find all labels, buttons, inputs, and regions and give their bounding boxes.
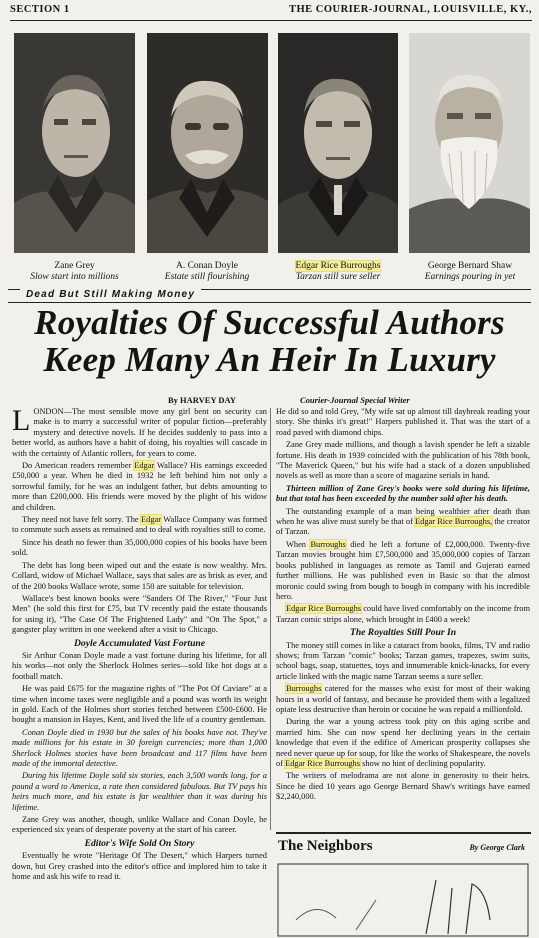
kicker-text: Dead But Still Making Money bbox=[20, 289, 201, 300]
comic-drawing bbox=[276, 860, 531, 938]
paragraph: The money still comes in like a cataract from books, films, TV and radio shows; from Tarzan "comic" books; Tarzan games, trapezes, swim suits, school bags, soap, statuettes, toys and innumerable knick-knacks, for every article linked with the magic name Tarzan seems a sure seller. bbox=[276, 640, 530, 681]
subhead: Editor's Wife Sold On Story bbox=[84, 837, 195, 849]
headline bbox=[8, 304, 531, 378]
paragraph: Eventually he wrote "Heritage Of The Desert," which Harpers turned down, but Grey crashed into the editor's office and implored him to take it home and ask his wife to read it. bbox=[12, 851, 267, 882]
paper-name: THE COURIER-JOURNAL, LOUISVILLE, KY., bbox=[288, 4, 532, 15]
paragraph: Sir Arthur Conan Doyle made a vast fortune during his lifetime, for all his works—not only the Sherlock Holmes series—sold like hot dogs at a football match. bbox=[12, 650, 267, 681]
paragraph: He was paid £675 for the magazine rights of "The Pot Of Caviare" at a time when income taxes were negligible and a pound was worth its weight in gold. Each of the Holmes short stories fetched between £500-£600. He bought a mansion in Hayes, Kent, and lived the life of a country gentleman. bbox=[12, 684, 267, 725]
photo-zane-grey bbox=[14, 33, 135, 253]
paragraph: When Burroughs died he left a fortune of £2,000,000. Twenty-five Tarzan movies brought him £7,500,000 and 35,000,000 copies of Tarzan books published in languages as remote as Tamil and Gujerati earned further millions. He was published even in Basic so that the almost moronic could swing from bough to bough in company with his incredible hero. bbox=[276, 539, 531, 601]
photo-caption: Estate still flourishing bbox=[164, 272, 250, 282]
paragraph: Wallace's best known books were "Sanders Of The River," "Four Just Men" (he sold this first for £75, but TV recently paid the estate thousands for using it), "The Case Of The Frightened Lady" and "On The Spot," a gangster play written in one weekend after a visit to Chicago. bbox=[12, 593, 267, 635]
paragraph: The debt has long been wiped out and the estate is now wealthy. Mrs. Collard, widow of Michael Wallace, says that sales are as brisk as ever, and of the 200 books Wallace wrote, some 150 are suitable for television. bbox=[12, 560, 267, 591]
byline-author: By HARVEY DAY bbox=[168, 395, 237, 405]
paragraph: Since his death no fewer than 35,000,000 copies of his books have been sold. bbox=[12, 537, 267, 558]
subhead: Doyle Accumulated Vast Fortune bbox=[73, 637, 206, 649]
paragraph-italic: Thirteen million of Zane Grey's books were sold during his lifetime, but that total has been exceeded by the number sold after his death. bbox=[276, 483, 530, 504]
caption-conan-doyle bbox=[144, 261, 270, 283]
caption-edgar-rice-burroughs bbox=[276, 261, 400, 283]
paragraph-italic: During his lifetime Doyle sold six stories, each 3,500 words long, for a pound a word to America, a rate then considered fabulous. But TV pays his heirs much more, and his estate is far wealthier than it was during his lifetime. bbox=[12, 771, 267, 812]
byline-affiliation: Courier-Journal Special Writer bbox=[300, 395, 410, 405]
photo-name: George Bernard Shaw bbox=[427, 261, 513, 271]
neighbors-comic bbox=[276, 832, 531, 938]
paragraph: The outstanding example of a man being wealthier after death than when he was alive must surely be that of Edgar Rice Burroughs, the creator of Tarzan. bbox=[276, 506, 531, 537]
kicker-bar bbox=[8, 289, 531, 303]
photo-edgar-rice-burroughs bbox=[278, 33, 398, 253]
photo-caption: Earnings pouring in yet bbox=[424, 272, 516, 282]
paragraph-italic: Conan Doyle died in 1930 but the sales of his books have not. They've made millions for his estate in 30 foreign currencies; more than 1,000 Sherlock Holmes stories have been broadcast and 117 films have been made of the immortal detective. bbox=[12, 727, 267, 768]
article-column-left bbox=[12, 404, 267, 884]
paragraph: The writers of melodrama are not alone in generosity to their heirs. Since he died 10 years ago George Bernard Shaw's writings have earned $2,240,000. bbox=[276, 771, 530, 802]
paragraph: Do American readers remember Edgar Wallace? His earnings exceeded £50,000 a year. When he died in 1932 he left behind him not only a sorrowful family, for he was an indulgent father, but debts amounting to more than £200,000. His friends were moved by the plight of his widow and children. bbox=[12, 461, 267, 512]
article-column-right bbox=[276, 407, 530, 805]
paragraph: Zane Grey made millions, and though a lavish spender he left a sizable fortune. His death in 1939 coincided with the publication of his 78th book, "The Maverick Queen," but his wife had a stack of a dozen unpublished novels as well as more than a score of magazine serials in hand. bbox=[276, 440, 530, 481]
paragraph: They need not have felt sorry. The Edgar Wallace Company was formed to commute such assets as remained and to deal with royalties still to come. bbox=[12, 515, 267, 535]
photo-caption: Tarzan still sure seller bbox=[295, 272, 381, 282]
photo-caption: Slow start into millions bbox=[30, 272, 119, 282]
column-divider bbox=[270, 408, 271, 830]
comic-title: The Neighbors bbox=[278, 838, 373, 854]
headline-line-2: Keep Many An Heir In Luxury bbox=[43, 340, 496, 379]
masthead bbox=[10, 4, 532, 21]
drop-cap: L bbox=[12, 404, 31, 437]
photo-conan-doyle bbox=[147, 33, 268, 253]
paragraph: During the war a young actress took pity on this aging scribe and married him. She can now spend her declining years in the certain knowledge that even if the edifice of American prosperity collapses she need never queue up for soup, for like the works of Shakespeare, the novels of Edgar Rice Burroughs show no hint of declining popularity. bbox=[276, 717, 530, 768]
paragraph: Burroughs catered for the masses who exist for most of their waking hours in a world of fantasy, and because he provided them with a legalized opiate less destructive than heroin or cocaine he was repaid a millionfold. bbox=[276, 684, 530, 714]
photo-name: Edgar Rice Burroughs bbox=[295, 261, 381, 271]
photo-name: A. Conan Doyle bbox=[175, 261, 238, 271]
photo-name: Zane Grey bbox=[54, 261, 95, 271]
paragraph: Zane Grey was another, though, unlike Wallace and Conan Doyle, he experienced six years of desperate poverty at the start of his career. bbox=[12, 815, 267, 835]
paragraph: Edgar Rice Burroughs could have lived comfortably on the income from Tarzan comic strips alone, which brought in £400 a week! bbox=[276, 604, 530, 624]
section-label: SECTION 1 bbox=[10, 4, 70, 15]
caption-george-bernard-shaw bbox=[404, 261, 536, 283]
caption-zane-grey bbox=[14, 261, 135, 283]
subhead: The Royalties Still Pour In bbox=[349, 627, 457, 639]
headline-line-1: Royalties Of Successful Authors bbox=[34, 303, 505, 342]
lead-paragraph: LONDON—The most sensible move any girl bent on security can make is to marry a successful writer of popular fiction—preferably mystery and detective novels. If he decides suddenly to pass into a better world, as authors have a habit of doing, his royalties will cascade in with the certainty of Atlantic rollers, for years to come. bbox=[12, 404, 267, 458]
paragraph: He did so and told Grey, "My wife sat up almost till daybreak reading your story. She thinks it's great!" Harpers published it. That was the start of a road paved with diamond chips. bbox=[276, 407, 530, 437]
photo-george-bernard-shaw bbox=[409, 33, 530, 253]
comic-byline: By George Clark bbox=[469, 843, 525, 852]
